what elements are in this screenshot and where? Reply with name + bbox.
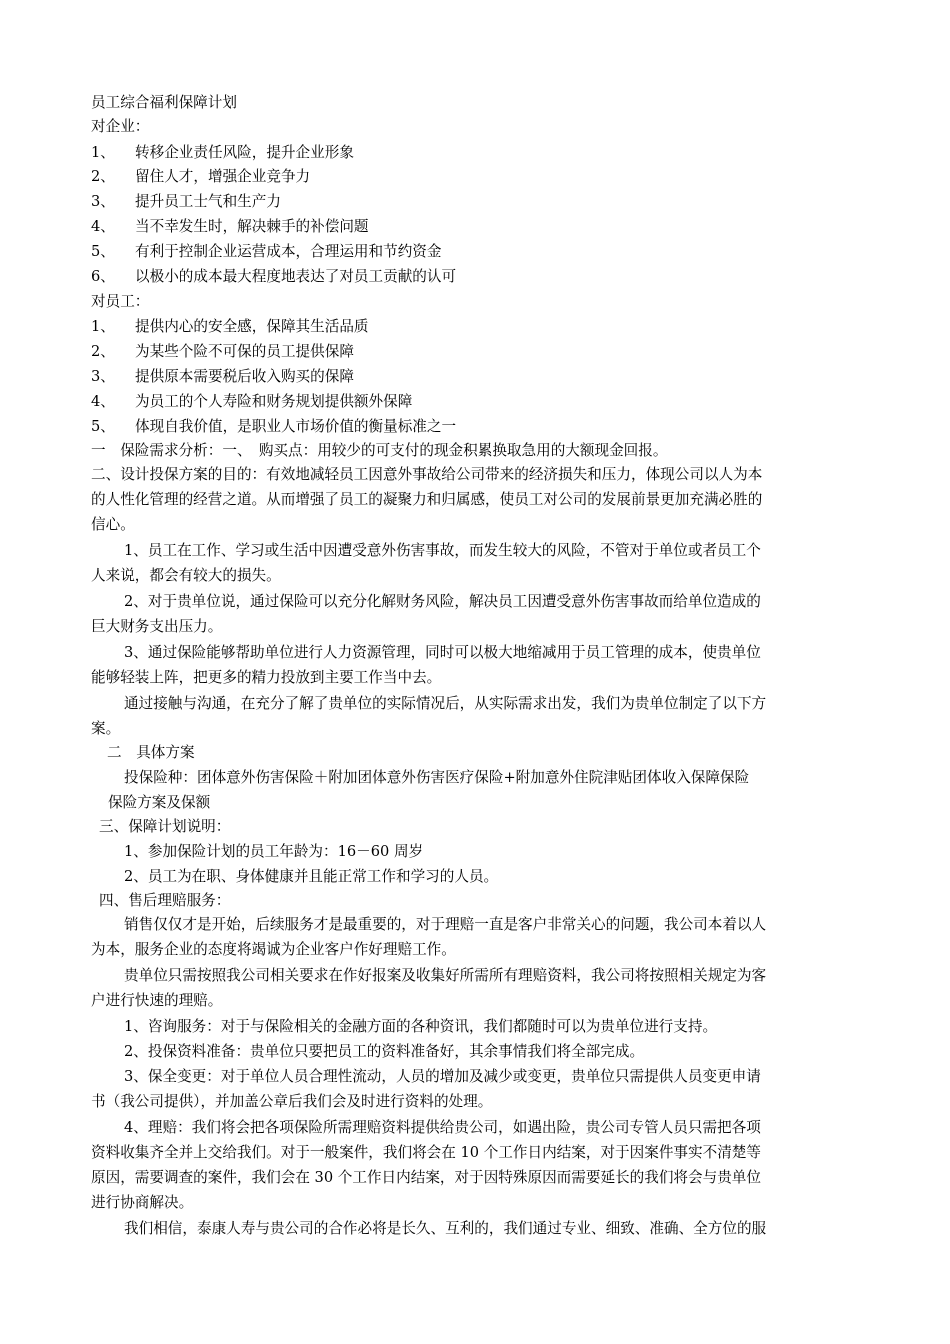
section-4-paragraph-1-line-2: 为本，服务企业的态度将竭诚为企业客户作好理赔工作。 (91, 941, 456, 958)
item-text: 有利于控制企业运营成本，合理运用和节约资金 (135, 243, 442, 260)
paragraph-4-line-2: 案。 (91, 720, 121, 737)
enterprise-item-5 (91, 240, 441, 264)
item-text: 转移企业责任风险，提升企业形象 (135, 144, 354, 161)
item-number: 1、 (91, 144, 115, 161)
section-4-paragraph-2-line-2: 户进行快速的理赔。 (91, 992, 223, 1009)
employee-item-2 (91, 340, 354, 364)
paragraph-4-line-1: 通过接触与沟通，在充分了解了贵单位的实际情况后，从实际需求出发，我们为贵单位制定了以下方 (124, 695, 767, 712)
document-title: 员工综合福利保障计划 (91, 94, 237, 111)
item-text: 提供原本需要税后收入购买的保障 (135, 368, 354, 385)
section-3-item-2: 2、员工为在职、身体健康并且能正常工作和学习的人员。 (124, 868, 499, 885)
paragraph-3-line-1: 3、通过保险能够帮助单位进行人力资源管理，同时可以极大地缩减用于员工管理的成本，使贵单位 (124, 644, 761, 661)
item-text: 提供内心的安全感，保障其生活品质 (135, 318, 369, 335)
employee-item-3 (91, 365, 354, 389)
item-number: 5、 (91, 418, 115, 435)
item-number: 4、 (91, 393, 115, 410)
item-number: 3、 (91, 193, 115, 210)
paragraph-2-line-1: 2、对于贵单位说，通过保险可以充分化解财务风险，解决员工因遭受意外伤害事故而给单位造成的 (124, 593, 761, 610)
item-number: 6、 (91, 268, 115, 285)
section-1: 一 保险需求分析：一、 购买点：用较少的可支付的现金积累换取急用的大额现金回报。 (91, 442, 668, 459)
item-text: 体现自我价值，是职业人市场价值的衡量标准之一 (135, 418, 457, 435)
enterprise-item-3 (91, 190, 281, 214)
enterprise-item-6 (91, 265, 456, 289)
closing-line-1: 我们相信，泰康人寿与贵公司的合作必将是长久、互利的，我们通过专业、细致、准确、全方位的服 (124, 1220, 767, 1237)
employee-item-1 (91, 315, 369, 339)
item-number: 2、 (91, 343, 115, 360)
section-4-item-4-line-1: 4、理赔：我们将会把各项保险所需理赔资料提供给贵公司，如遇出险，贵公司专管人员只需把各项 (124, 1119, 761, 1136)
section-4-paragraph-2-line-1: 贵单位只需按照我公司相关要求在作好报案及收集好所需所有理赔资料，我公司将按照相关规定为客 (124, 967, 767, 984)
item-number: 3、 (91, 368, 115, 385)
section-4-item-3-line-2: 书（我公司提供），并加盖公章后我们会及时进行资料的处理。 (91, 1093, 493, 1110)
paragraph-2-line-2: 巨大财务支出压力。 (91, 618, 223, 635)
item-number: 2、 (91, 168, 115, 185)
paragraph-1-line-1: 1、员工在工作、学习或生活中因遭受意外伤害事故，而发生较大的风险，不管对于单位或者员工个 (124, 542, 761, 559)
section-4-item-3-line-1: 3、保全变更：对于单位人员合理性流动，人员的增加及减少或变更，贵单位只需提供人员变更申请 (124, 1068, 761, 1085)
section-2-line-3: 信心。 (91, 516, 135, 533)
section-4-item-2: 2、投保资料准备：贵单位只要把员工的资料准备好，其余事情我们将全部完成。 (124, 1043, 645, 1060)
employee-item-5 (91, 415, 456, 439)
section-4-item-1: 1、咨询服务：对于与保险相关的金融方面的各种资讯，我们都随时可以为贵单位进行支持。 (124, 1018, 718, 1035)
section-3-item-1: 1、参加保险计划的员工年龄为：16－60 周岁 (124, 843, 424, 860)
insurance-types: 投保险种：团体意外伤害保险＋附加团体意外伤害医疗保险+附加意外住院津贴团体收入保障保险 (124, 769, 750, 786)
employee-heading: 对员工： (91, 293, 150, 310)
item-text: 当不幸发生时，解决棘手的补偿问题 (135, 218, 369, 235)
enterprise-item-4 (91, 215, 369, 239)
paragraph-1-line-2: 人来说，都会有较大的损失。 (91, 567, 281, 584)
item-number: 5、 (91, 243, 115, 260)
item-text: 以极小的成本最大程度地表达了对员工贡献的认可 (135, 268, 457, 285)
section-4-item-4-line-4: 进行协商解决。 (91, 1194, 194, 1211)
section-2-line-1: 二、设计投保方案的目的：有效地减轻员工因意外事故给公司带来的经济损失和压力，体现公司以人为本 (91, 466, 763, 483)
employee-item-4 (91, 390, 412, 414)
item-number: 4、 (91, 218, 115, 235)
section-4-heading: 四、售后理赔服务： (99, 892, 231, 909)
section-4-paragraph-1-line-1: 销售仅仅才是开始，后续服务才是最重要的，对于理赔一直是客户非常关心的问题，我公司本着以人 (124, 916, 767, 933)
enterprise-item-2 (91, 165, 310, 189)
item-text: 为员工的个人寿险和财务规划提供额外保障 (135, 393, 413, 410)
plan-amount: 保险方案及保额 (108, 794, 211, 811)
enterprise-heading: 对企业： (91, 118, 150, 135)
item-text: 提升员工士气和生产力 (135, 193, 281, 210)
item-text: 留住人才，增强企业竞争力 (135, 168, 311, 185)
section-plan-heading: 二 具体方案 (107, 744, 195, 761)
section-3-heading: 三、保障计划说明： (99, 818, 231, 835)
section-4-item-4-line-2: 资料收集齐全并上交给我们。对于一般案件，我们将会在 10 个工作日内结案，对于因案件事实不清楚等 (91, 1144, 761, 1161)
section-2-line-2: 的人性化管理的经营之道。从而增强了员工的凝聚力和归属感，使员工对公司的发展前景更加充满必胜的 (91, 491, 763, 508)
section-4-item-4-line-3: 原因，需要调查的案件，我们会在 30 个工作日内结案，对于因特殊原因而需要延长的我们将会与贵单位 (91, 1169, 761, 1186)
paragraph-3-line-2: 能够轻装上阵，把更多的精力投放到主要工作当中去。 (91, 669, 442, 686)
item-text: 为某些个险不可保的员工提供保障 (135, 343, 354, 360)
enterprise-item-1 (91, 141, 354, 165)
item-number: 1、 (91, 318, 115, 335)
